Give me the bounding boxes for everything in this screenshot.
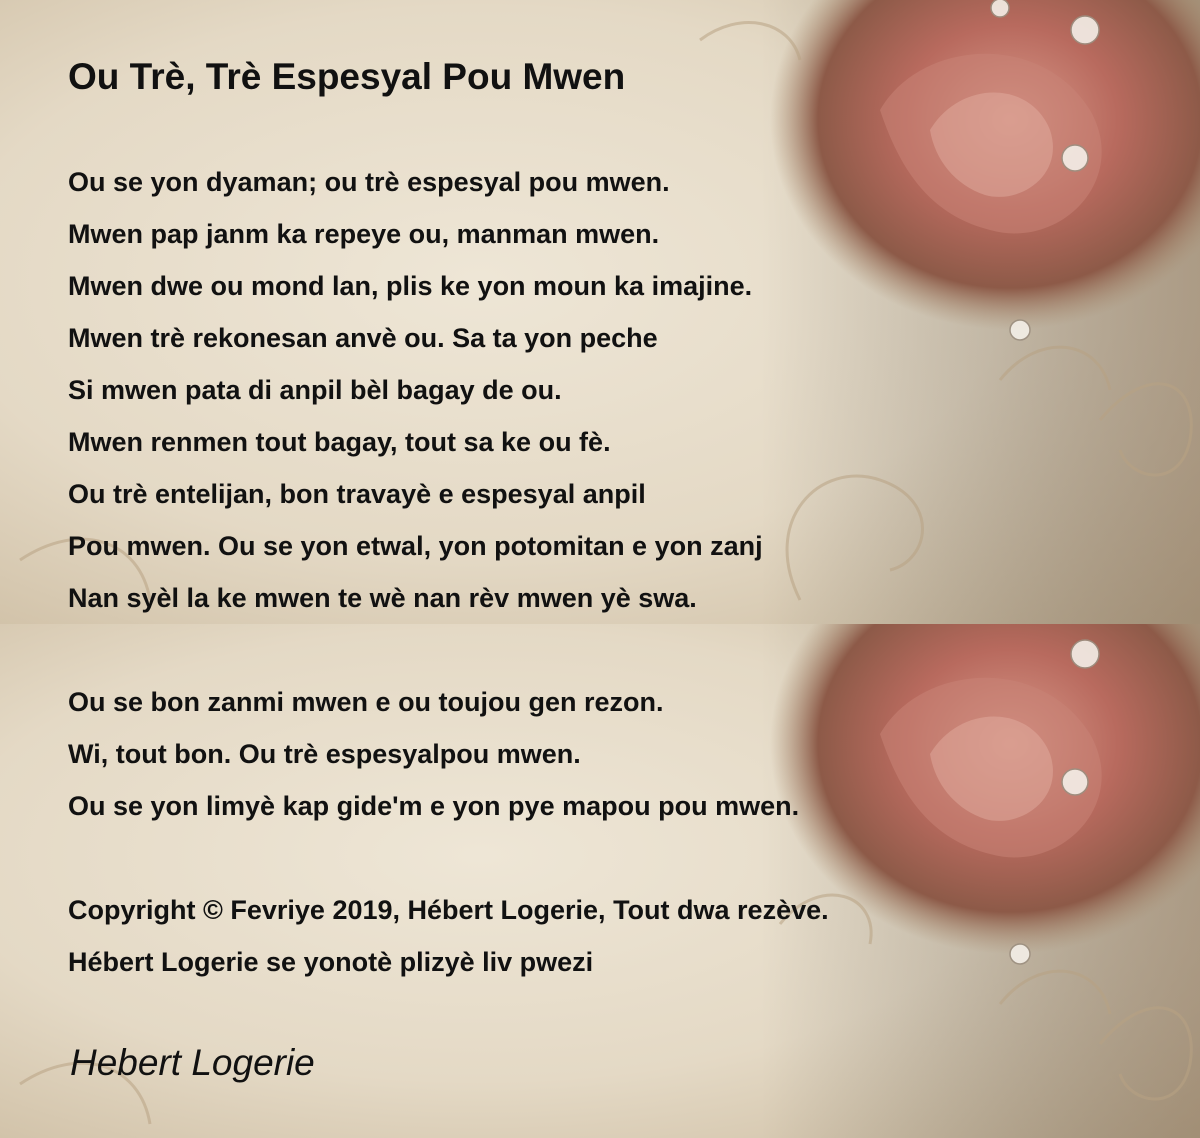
poem-title: Ou Trè, Trè Espesyal Pou Mwen	[68, 56, 626, 97]
stanza-2	[68, 676, 799, 832]
poem-line: Ou se bon zanmi mwen e ou toujou gen rezon.	[68, 687, 664, 717]
poem-line: Ou se yon dyaman; ou trè espesyal pou mwen.	[68, 167, 670, 197]
poem-line: Wi, tout bon. Ou trè espesyalpou mwen.	[68, 739, 581, 769]
poem-line: Pou mwen. Ou se yon etwal, yon potomitan e yon zanj	[68, 531, 763, 561]
poem-line: Nan syèl la ke mwen te wè nan rèv mwen yè swa.	[68, 583, 697, 613]
poem-line: Ou se yon limyè kap gide'm e yon pye mapou pou mwen.	[68, 791, 800, 821]
author-signature: Hebert Logerie	[70, 1042, 315, 1083]
poem-line: Mwen trè rekonesan anvè ou. Sa ta yon peche	[68, 323, 658, 353]
stanza-1	[68, 156, 763, 624]
copyright-line: Copyright © Fevriye 2019, Hébert Logerie, Tout dwa rezève.	[68, 895, 829, 925]
author-note-line: Hébert Logerie se yonotè plizyè liv pwezi	[68, 947, 594, 977]
poem-line: Mwen renmen tout bagay, tout sa ke ou fè.	[68, 427, 611, 457]
poem-line: Mwen pap janm ka repeye ou, manman mwen.	[68, 219, 660, 249]
copyright-notice	[68, 884, 829, 988]
poem-line: Si mwen pata di anpil bèl bagay de ou.	[68, 375, 562, 405]
poem-line: Ou trè entelijan, bon travayè e espesyal anpil	[68, 479, 646, 509]
poem-line: Mwen dwe ou mond lan, plis ke yon moun ka imajine.	[68, 271, 753, 301]
